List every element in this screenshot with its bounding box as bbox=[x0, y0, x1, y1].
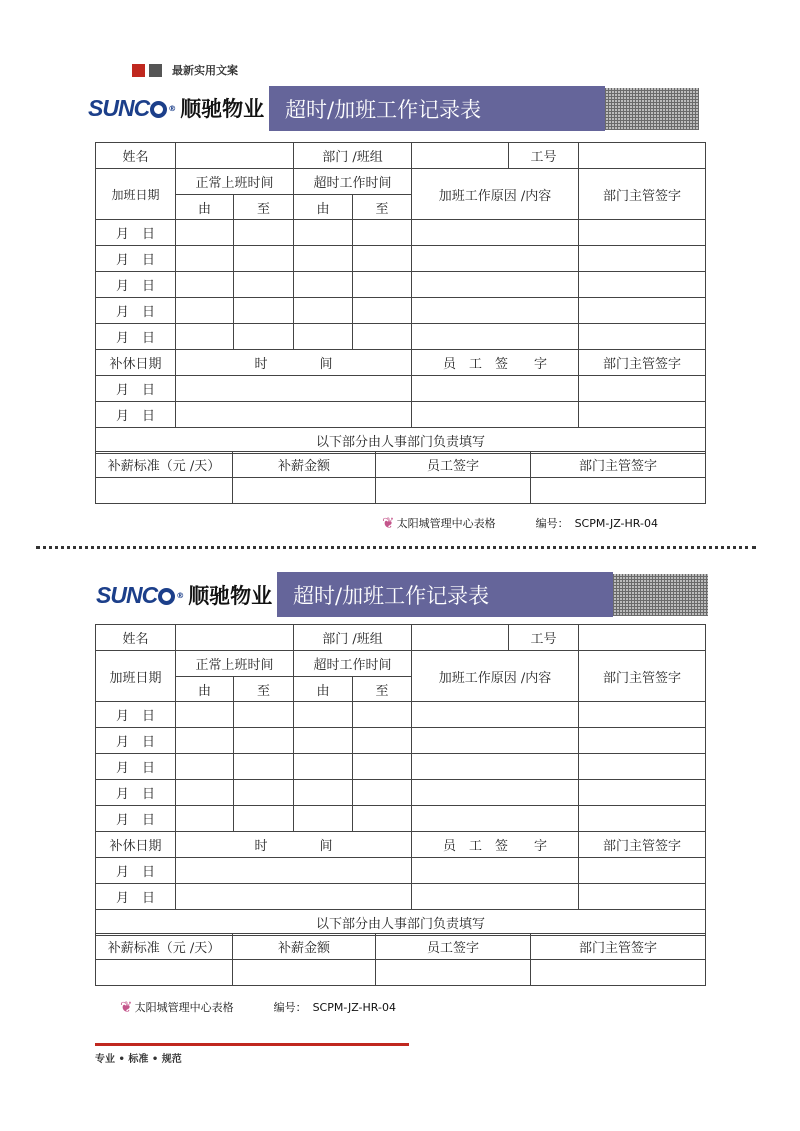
pay-table-1 bbox=[95, 451, 706, 504]
date-cell[interactable]: 月 日 bbox=[96, 376, 176, 402]
dept-field[interactable] bbox=[412, 625, 509, 651]
dept-label: 部门 /班组 bbox=[294, 143, 412, 169]
pay-amount-field[interactable] bbox=[233, 478, 376, 504]
supervisor-sign-field[interactable] bbox=[531, 960, 706, 986]
name-label: 姓名 bbox=[96, 625, 176, 651]
date-cell[interactable]: 月 日 bbox=[96, 884, 176, 910]
employee-sign-label: 员 工 签 字 bbox=[412, 350, 579, 376]
pay-table-2 bbox=[95, 933, 706, 986]
pay-standard-label: 补薪标准（元 /天） bbox=[96, 452, 233, 478]
normal-time-label: 正常上班时间 bbox=[176, 169, 294, 195]
bottom-red-bar bbox=[95, 1043, 409, 1046]
table-row bbox=[96, 220, 706, 246]
form-footer-1 bbox=[382, 514, 658, 532]
date-cell[interactable]: 月 日 bbox=[96, 754, 176, 780]
code-value: SCPM-JZ-HR-04 bbox=[312, 1000, 396, 1014]
date-cell[interactable]: 月 日 bbox=[96, 298, 176, 324]
table-row bbox=[96, 246, 706, 272]
ot-date-label: 加班日期 bbox=[96, 169, 176, 220]
red-square-icon bbox=[132, 64, 145, 77]
code-label: 编号： bbox=[535, 517, 569, 530]
pay-amount-label: 补薪金额 bbox=[233, 452, 376, 478]
form-footer-2 bbox=[120, 998, 396, 1016]
normal-from-label: 由 bbox=[176, 677, 234, 702]
company-logo: SUNC ® 顺驰物业 bbox=[88, 94, 265, 121]
supervisor-label: 部门主管签字 bbox=[531, 452, 706, 478]
gray-square-icon bbox=[149, 64, 162, 77]
normal-to-label: 至 bbox=[234, 677, 294, 702]
pay-standard-field[interactable] bbox=[96, 478, 233, 504]
normal-to-label: 至 bbox=[234, 195, 294, 220]
pay-amount-label: 补薪金额 bbox=[233, 934, 376, 960]
hr-section-label: 以下部分由人事部门负责填写 bbox=[96, 910, 706, 936]
time-label: 时 间 bbox=[176, 832, 412, 858]
pay-amount-field[interactable] bbox=[233, 960, 376, 986]
ot-date-label: 加班日期 bbox=[96, 651, 176, 702]
grid-pattern-block bbox=[605, 88, 699, 130]
form-header-1 bbox=[0, 85, 800, 133]
reason-label: 加班工作原因 /内容 bbox=[412, 651, 579, 702]
normal-from-label: 由 bbox=[176, 195, 234, 220]
pay-standard-label: 补薪标准（元 /天） bbox=[96, 934, 233, 960]
table-row bbox=[96, 754, 706, 780]
table-row bbox=[96, 376, 706, 402]
reason-label: 加班工作原因 /内容 bbox=[412, 169, 579, 220]
date-cell[interactable]: 月 日 bbox=[96, 402, 176, 428]
name-field[interactable] bbox=[176, 143, 294, 169]
form-title: 超时/加班工作记录表 bbox=[277, 572, 613, 617]
top-badge bbox=[132, 60, 238, 80]
table-row bbox=[96, 858, 706, 884]
center-label: 太阳城管理中心表格 bbox=[396, 517, 496, 530]
id-label: 工号 bbox=[509, 625, 579, 651]
logo-ring-icon bbox=[150, 101, 167, 118]
ot-to-label: 至 bbox=[353, 195, 412, 220]
table-row bbox=[96, 272, 706, 298]
comp-date-label: 补休日期 bbox=[96, 350, 176, 376]
employee-sign-field[interactable] bbox=[376, 960, 531, 986]
id-field[interactable] bbox=[579, 625, 706, 651]
logo-ring-icon bbox=[158, 588, 175, 605]
date-cell[interactable]: 月 日 bbox=[96, 246, 176, 272]
name-field[interactable] bbox=[176, 625, 294, 651]
butterfly-icon: ❦ bbox=[382, 514, 395, 532]
butterfly-icon: ❦ bbox=[120, 998, 133, 1016]
table-row bbox=[96, 728, 706, 754]
employee-sign-label: 员工签字 bbox=[376, 934, 531, 960]
employee-sign-label: 员工签字 bbox=[376, 452, 531, 478]
date-cell[interactable]: 月 日 bbox=[96, 780, 176, 806]
date-cell[interactable]: 月 日 bbox=[96, 324, 176, 350]
code-label: 编号： bbox=[273, 1001, 307, 1014]
dept-label: 部门 /班组 bbox=[294, 625, 412, 651]
id-field[interactable] bbox=[579, 143, 706, 169]
supervisor-label: 部门主管签字 bbox=[579, 169, 706, 220]
table-row bbox=[96, 780, 706, 806]
name-label: 姓名 bbox=[96, 143, 176, 169]
table-row bbox=[96, 298, 706, 324]
form-header-2 bbox=[0, 570, 800, 618]
supervisor-sign-field[interactable] bbox=[531, 478, 706, 504]
top-badge-text: 最新实用文案 bbox=[172, 64, 238, 77]
supervisor-label: 部门主管签字 bbox=[531, 934, 706, 960]
grid-pattern-block bbox=[613, 574, 708, 616]
date-cell[interactable]: 月 日 bbox=[96, 728, 176, 754]
hr-section-label: 以下部分由人事部门负责填写 bbox=[96, 428, 706, 454]
ot-time-label: 超时工作时间 bbox=[294, 651, 412, 677]
pay-standard-field[interactable] bbox=[96, 960, 233, 986]
code-value: SCPM-JZ-HR-04 bbox=[574, 516, 658, 530]
overtime-form-table-1 bbox=[95, 142, 706, 454]
dotted-divider bbox=[36, 546, 756, 549]
center-label: 太阳城管理中心表格 bbox=[134, 1001, 234, 1014]
date-cell[interactable]: 月 日 bbox=[96, 858, 176, 884]
supervisor-label: 部门主管签字 bbox=[579, 832, 706, 858]
date-cell[interactable]: 月 日 bbox=[96, 702, 176, 728]
time-label: 时 间 bbox=[176, 350, 412, 376]
table-row bbox=[96, 324, 706, 350]
ot-from-label: 由 bbox=[294, 677, 353, 702]
ot-time-label: 超时工作时间 bbox=[294, 169, 412, 195]
comp-date-label: 补休日期 bbox=[96, 832, 176, 858]
employee-sign-label: 员 工 签 字 bbox=[412, 832, 579, 858]
table-row bbox=[96, 884, 706, 910]
employee-sign-field[interactable] bbox=[376, 478, 531, 504]
bottom-tagline: 专业 • 标准 • 规范 bbox=[95, 1054, 182, 1065]
date-cell[interactable]: 月 日 bbox=[96, 806, 176, 832]
table-row bbox=[96, 702, 706, 728]
company-logo: SUNC ® 顺驰物业 bbox=[96, 581, 273, 608]
id-label: 工号 bbox=[509, 143, 579, 169]
date-cell[interactable]: 月 日 bbox=[96, 272, 176, 298]
dept-field[interactable] bbox=[412, 143, 509, 169]
ot-from-label: 由 bbox=[294, 195, 353, 220]
normal-time-label: 正常上班时间 bbox=[176, 651, 294, 677]
supervisor-label: 部门主管签字 bbox=[579, 651, 706, 702]
table-row bbox=[96, 402, 706, 428]
ot-to-label: 至 bbox=[353, 677, 412, 702]
overtime-form-table-2 bbox=[95, 624, 706, 936]
supervisor-label: 部门主管签字 bbox=[579, 350, 706, 376]
table-row bbox=[96, 806, 706, 832]
form-title: 超时/加班工作记录表 bbox=[269, 86, 605, 131]
date-cell[interactable]: 月 日 bbox=[96, 220, 176, 246]
